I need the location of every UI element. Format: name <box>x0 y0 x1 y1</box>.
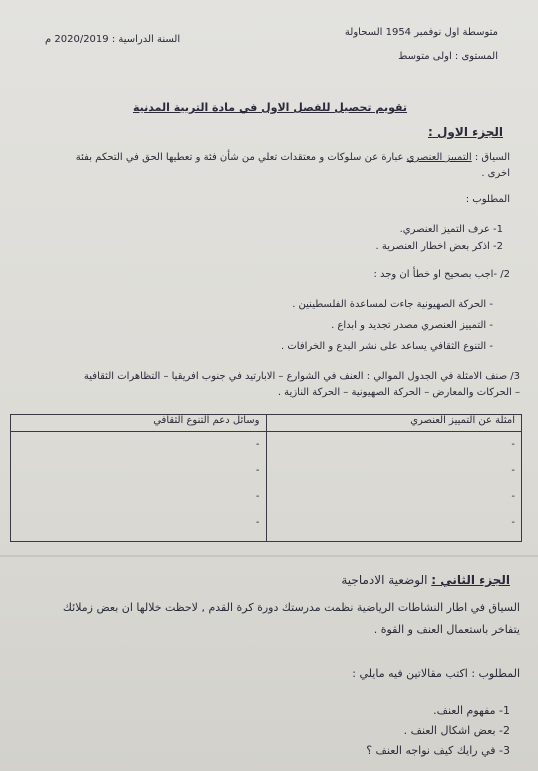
part1-q1: 1- عرف التميز العنصري. <box>399 224 503 235</box>
part2-item: 3- في رايك كيف نواجه العنف ؟ <box>366 744 510 757</box>
classify-instruction: 3/ صنف الامثلة في الجدول الموالي : العنف في الشوارع – الابارتيد في جنوب افريقيا – التظاهرات الثقافية <box>83 371 520 382</box>
part2-context: السياق في اطار النشاطات الرياضية نظمت مدرستك دورة كرة القدم , لاحظت خلالها ان بعض زملائك <box>62 601 520 614</box>
dash: - <box>511 439 515 450</box>
dash: - <box>255 517 260 528</box>
true-false-heading: 2/ -اجب بصحيح او خطأ ان وجد : <box>373 269 510 280</box>
part2-context-2: يتفاخر باستعمال العنف و القوة . <box>373 623 520 636</box>
exam-title: تقويم تحصيل للفصل الاول في مادة التربية المدنية <box>132 101 408 114</box>
table-header-diversity: وسائل دعم التنوع الثقافي <box>11 415 267 432</box>
part2-subheading: الوضعية الادماجية <box>341 573 428 587</box>
part2-heading: الجزء الثاني : <box>431 573 510 587</box>
dash: - <box>255 465 260 476</box>
classification-table <box>10 414 522 542</box>
school-year: السنة الدراسية : 2020/2019 م <box>45 34 181 45</box>
page-divider <box>0 555 538 557</box>
dash: - <box>511 465 515 476</box>
tf-item: - التمييز العنصري مصدر تجديد و ابداع . <box>331 320 493 331</box>
racism-examples-cell[interactable] <box>266 432 522 542</box>
part2-item: 1- مفهوم العنف. <box>433 704 510 717</box>
context-text-2: اخرى . <box>481 168 510 179</box>
context-text: عبارة عن سلوكات و معتقدات تعلي من شأن فئة و تعطيها الحق في التحكم بفئة <box>75 152 404 163</box>
context-term: التمييز العنصري <box>406 152 472 163</box>
table-header-racism: امثلة عن التمييز العنصري <box>266 415 522 432</box>
dash: - <box>511 517 515 528</box>
part2-item: 2- بعض اشكال العنف . <box>403 724 510 737</box>
dash: - <box>255 439 260 450</box>
dash: - <box>255 491 260 502</box>
dash: - <box>511 491 515 502</box>
part2-heading-line <box>260 572 510 589</box>
part2-required: المطلوب : اكتب مقالاتين فيه مايلي : <box>352 667 520 680</box>
part1-heading: الجزء الاول : <box>428 125 503 139</box>
school-name: متوسطة اول نوفمبر 1954 السحاولة <box>344 27 498 38</box>
grade-level: المستوى : اولى متوسط <box>398 51 498 62</box>
classify-instruction-2: – الحركات والمعارض – الحركة الصهيونية – الحركة النازية . <box>277 387 520 398</box>
part1-context <box>10 151 510 165</box>
context-label: السياق : <box>474 152 510 163</box>
part1-required: المطلوب : <box>465 194 510 205</box>
tf-item: - التنوع الثقافي يساعد على نشر البدع و الخرافات . <box>281 341 493 352</box>
part1-q2: 2- اذكر بعض اخطار العنصرية . <box>375 241 503 252</box>
diversity-means-cell[interactable] <box>11 432 267 542</box>
tf-item: - الحركة الصهيونية جاءت لمساعدة الفلسطينين . <box>292 299 493 310</box>
